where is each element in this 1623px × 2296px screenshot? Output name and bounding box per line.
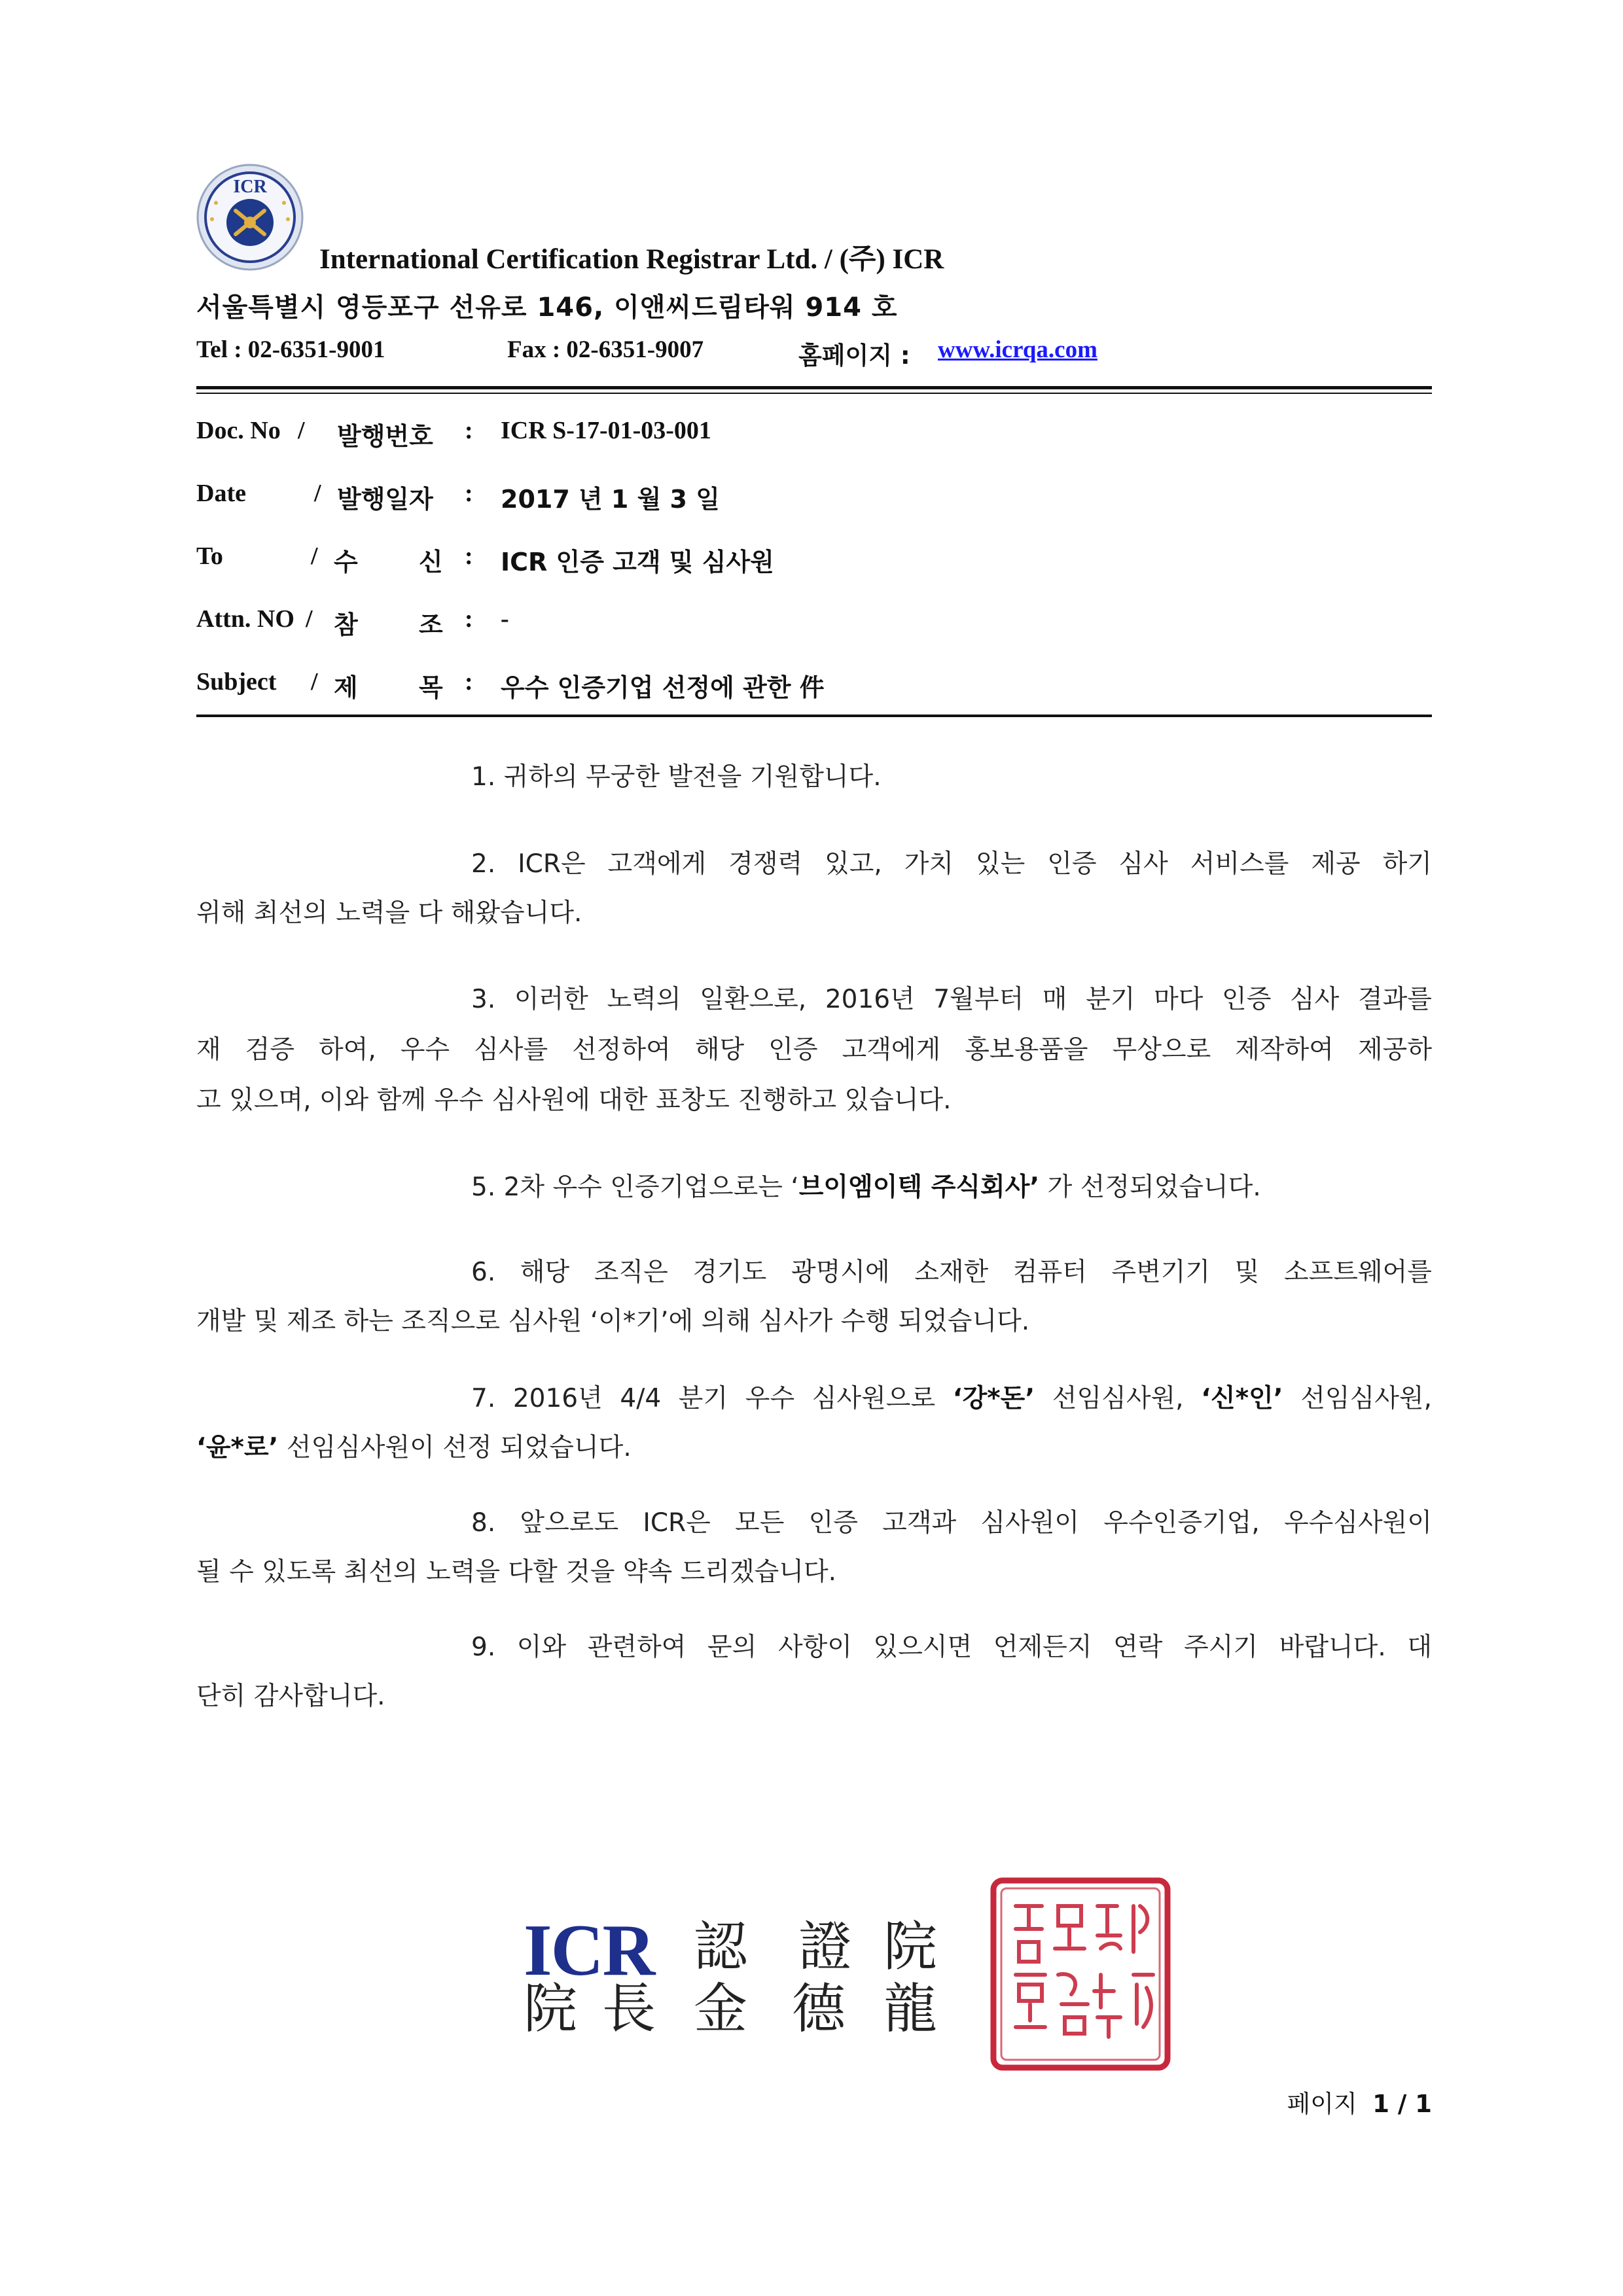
- meta-label-en: To: [196, 542, 223, 570]
- signature-icr-logo: ICR: [524, 1910, 654, 1991]
- tel-number: Tel : 02-6351-9001: [196, 336, 385, 363]
- issue-date: 2017 년 1 월 3 일: [501, 485, 720, 514]
- signature-char: 長: [602, 1978, 656, 2040]
- company-name: International Certification Registrar Ltd. / (주) ICR: [319, 244, 944, 275]
- signature-char: 認: [694, 1916, 748, 1978]
- meta-doc-no: Doc. No / 발행번호 : ICR S-17-01-03-001: [196, 417, 711, 451]
- meta-divider: [196, 715, 1432, 717]
- meta-label-kr: 발행번호: [337, 422, 433, 451]
- signature-char: 龍: [883, 1978, 938, 2040]
- attention: -: [501, 605, 509, 633]
- meta-subject: Subject / 제 목 : 우수 인증기업 선정에 관한 件: [196, 668, 825, 702]
- signature-char: 院: [524, 1978, 578, 2040]
- signature-char: 金: [694, 1978, 748, 2040]
- company-address: 서울특별시 영등포구 선유로 146, 이앤씨드림타워 914 호: [196, 292, 898, 323]
- signature-char: 院: [883, 1916, 938, 1978]
- fax-number: Fax : 02-6351-9007: [507, 336, 704, 363]
- recipient: ICR 인증 고객 및 심사원: [501, 548, 774, 576]
- company-logo: [196, 164, 304, 272]
- signature-char: 證: [798, 1916, 853, 1978]
- meta-to: To / 수 신 : ICR 인증 고객 및 심사원: [196, 542, 774, 576]
- header-divider-thick: [196, 386, 1432, 389]
- page-number: 페이지 1 / 1: [1287, 2090, 1432, 2118]
- homepage-link[interactable]: www.icrqa.com: [938, 336, 1097, 363]
- meta-label-kr: 발행일자: [337, 485, 433, 514]
- meta-label-en: Attn. NO: [196, 605, 294, 633]
- meta-label-en: Doc. No: [196, 417, 281, 444]
- homepage-label: 홈페이지 :: [798, 342, 910, 370]
- meta-date: Date / 발행일자 : 2017 년 1 월 3 일: [196, 480, 720, 514]
- subject: 우수 인증기업 선정에 관한 件: [501, 673, 825, 702]
- header-divider-thin: [196, 393, 1432, 394]
- meta-label-en: Subject: [196, 668, 277, 696]
- signature-char: 德: [792, 1978, 846, 2040]
- official-seal: [990, 1877, 1171, 2072]
- doc-number: ICR S-17-01-03-001: [501, 417, 711, 444]
- meta-label-en: Date: [196, 480, 246, 507]
- selected-company: 브이엠이텍 주식회사’: [798, 1173, 1040, 1202]
- meta-attn: Attn. NO / 참 조 : -: [196, 605, 509, 639]
- logo-text: ICR: [233, 177, 267, 197]
